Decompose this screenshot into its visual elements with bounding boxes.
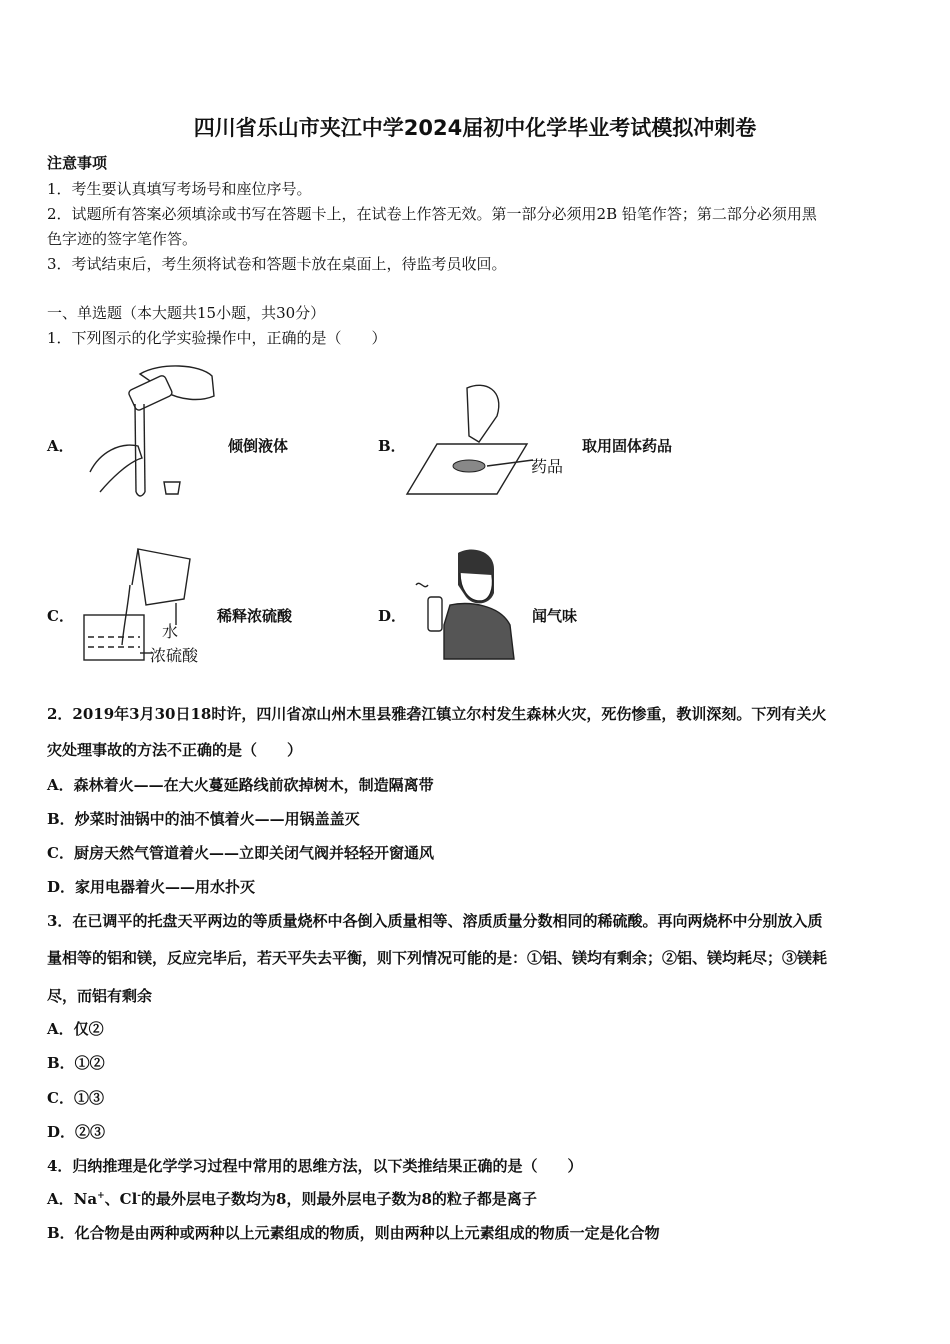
q1-option-a-label: A． (47, 437, 74, 455)
notice-item: 3．考试结束后，考生须将试卷和答题卡放在桌面上，待监考员收回。 (47, 255, 507, 273)
q4-option-a (47, 1188, 537, 1209)
q1-option-d-label: D． (378, 607, 407, 625)
q1-option-a-caption: 倾倒液体 (228, 437, 289, 455)
q4-option-a-part: A．Na (47, 1190, 98, 1208)
q3-option-d: D．②③ (47, 1123, 106, 1141)
q4-option-a-part: 的最外层电子数均为8，则最外层电子数为8的粒子都是离子 (141, 1190, 537, 1208)
pouring-liquid-illustration (80, 362, 220, 502)
q1-option-b-label: B． (378, 437, 406, 455)
notice-heading: 注意事项 (47, 154, 108, 172)
q3-option-a: A．仅② (47, 1020, 104, 1038)
notice-item: 色字迹的签字笔作答。 (47, 230, 198, 248)
q1-option-c-caption: 稀释浓硫酸 (217, 607, 293, 625)
question-3-stem-cont: 量相等的铝和镁，反应完毕后，若天平失去平衡，则下列情况可能的是：①铝、镁均有剩余；②铝、镁均耗尽；③镁耗 (47, 949, 828, 967)
water-label: 水 (162, 622, 179, 641)
ion-charge: - (137, 1191, 142, 1201)
question-2-stem: 2．2019年3月30日18时许，四川省凉山州木里县雅砻江镇立尔村发生森林火灾，死伤惨重，教训深刻。下列有关火 (47, 705, 827, 723)
notice-item: 2．试题所有答案必须填涂或书写在答题卡上，在试卷上作答无效。第一部分必须用2B 铅笔作答；第二部分必须用黑 (47, 205, 817, 223)
section-heading: 一、单选题（本大题共15小题，共30分） (47, 304, 326, 322)
q3-option-b: B．①② (47, 1054, 105, 1072)
ion-charge: + (97, 1191, 105, 1201)
reagent-label: 药品 (531, 457, 564, 476)
page-title: 四川省乐山市夹江中学2024届初中化学毕业考试模拟冲刺卷 (193, 116, 757, 140)
notice-item: 1．考生要认真填写考场号和座位序号。 (47, 180, 312, 198)
q3-option-c: C．①③ (47, 1089, 104, 1107)
q4-option-a-part: 、Cl (104, 1190, 138, 1208)
acid-label: 浓硫酸 (150, 646, 199, 665)
dilute-acid-illustration (80, 545, 220, 670)
q1-option-b-caption: 取用固体药品 (582, 437, 673, 455)
q2-option-a: A．森林着火——在大火蔓延路线前砍掉树木，制造隔离带 (47, 776, 434, 794)
q2-option-b: B．炒菜时油锅中的油不慎着火——用锅盖盖灭 (47, 810, 360, 828)
q1-option-d-caption: 闻气味 (532, 607, 578, 625)
q2-option-c: C．厨房天然气管道着火——立即关闭气阀并轻轻开窗通风 (47, 844, 434, 862)
question-2-stem-cont: 灾处理事故的方法不正确的是（ ） (47, 741, 303, 759)
solid-reagent-illustration (405, 380, 585, 500)
question-3-stem: 3．在已调平的托盘天平两边的等质量烧杯中各倒入质量相等、溶质质量分数相同的稀硫酸。再向两烧杯中分别放入质 (47, 912, 823, 930)
smell-gas-illustration (410, 545, 520, 660)
question-3-stem-cont2: 尽，而铝有剩余 (47, 987, 153, 1005)
q4-option-b: B．化合物是由两种或两种以上元素组成的物质，则由两种以上元素组成的物质一定是化合物 (47, 1224, 660, 1242)
question-4-stem: 4．归纳推理是化学学习过程中常用的思维方法，以下类推结果正确的是（ ） (47, 1157, 583, 1175)
question-1-stem: 1．下列图示的化学实验操作中，正确的是（ ） (47, 329, 387, 347)
q1-option-c-label: C． (47, 607, 74, 625)
q2-option-d: D．家用电器着火——用水扑灭 (47, 878, 256, 896)
